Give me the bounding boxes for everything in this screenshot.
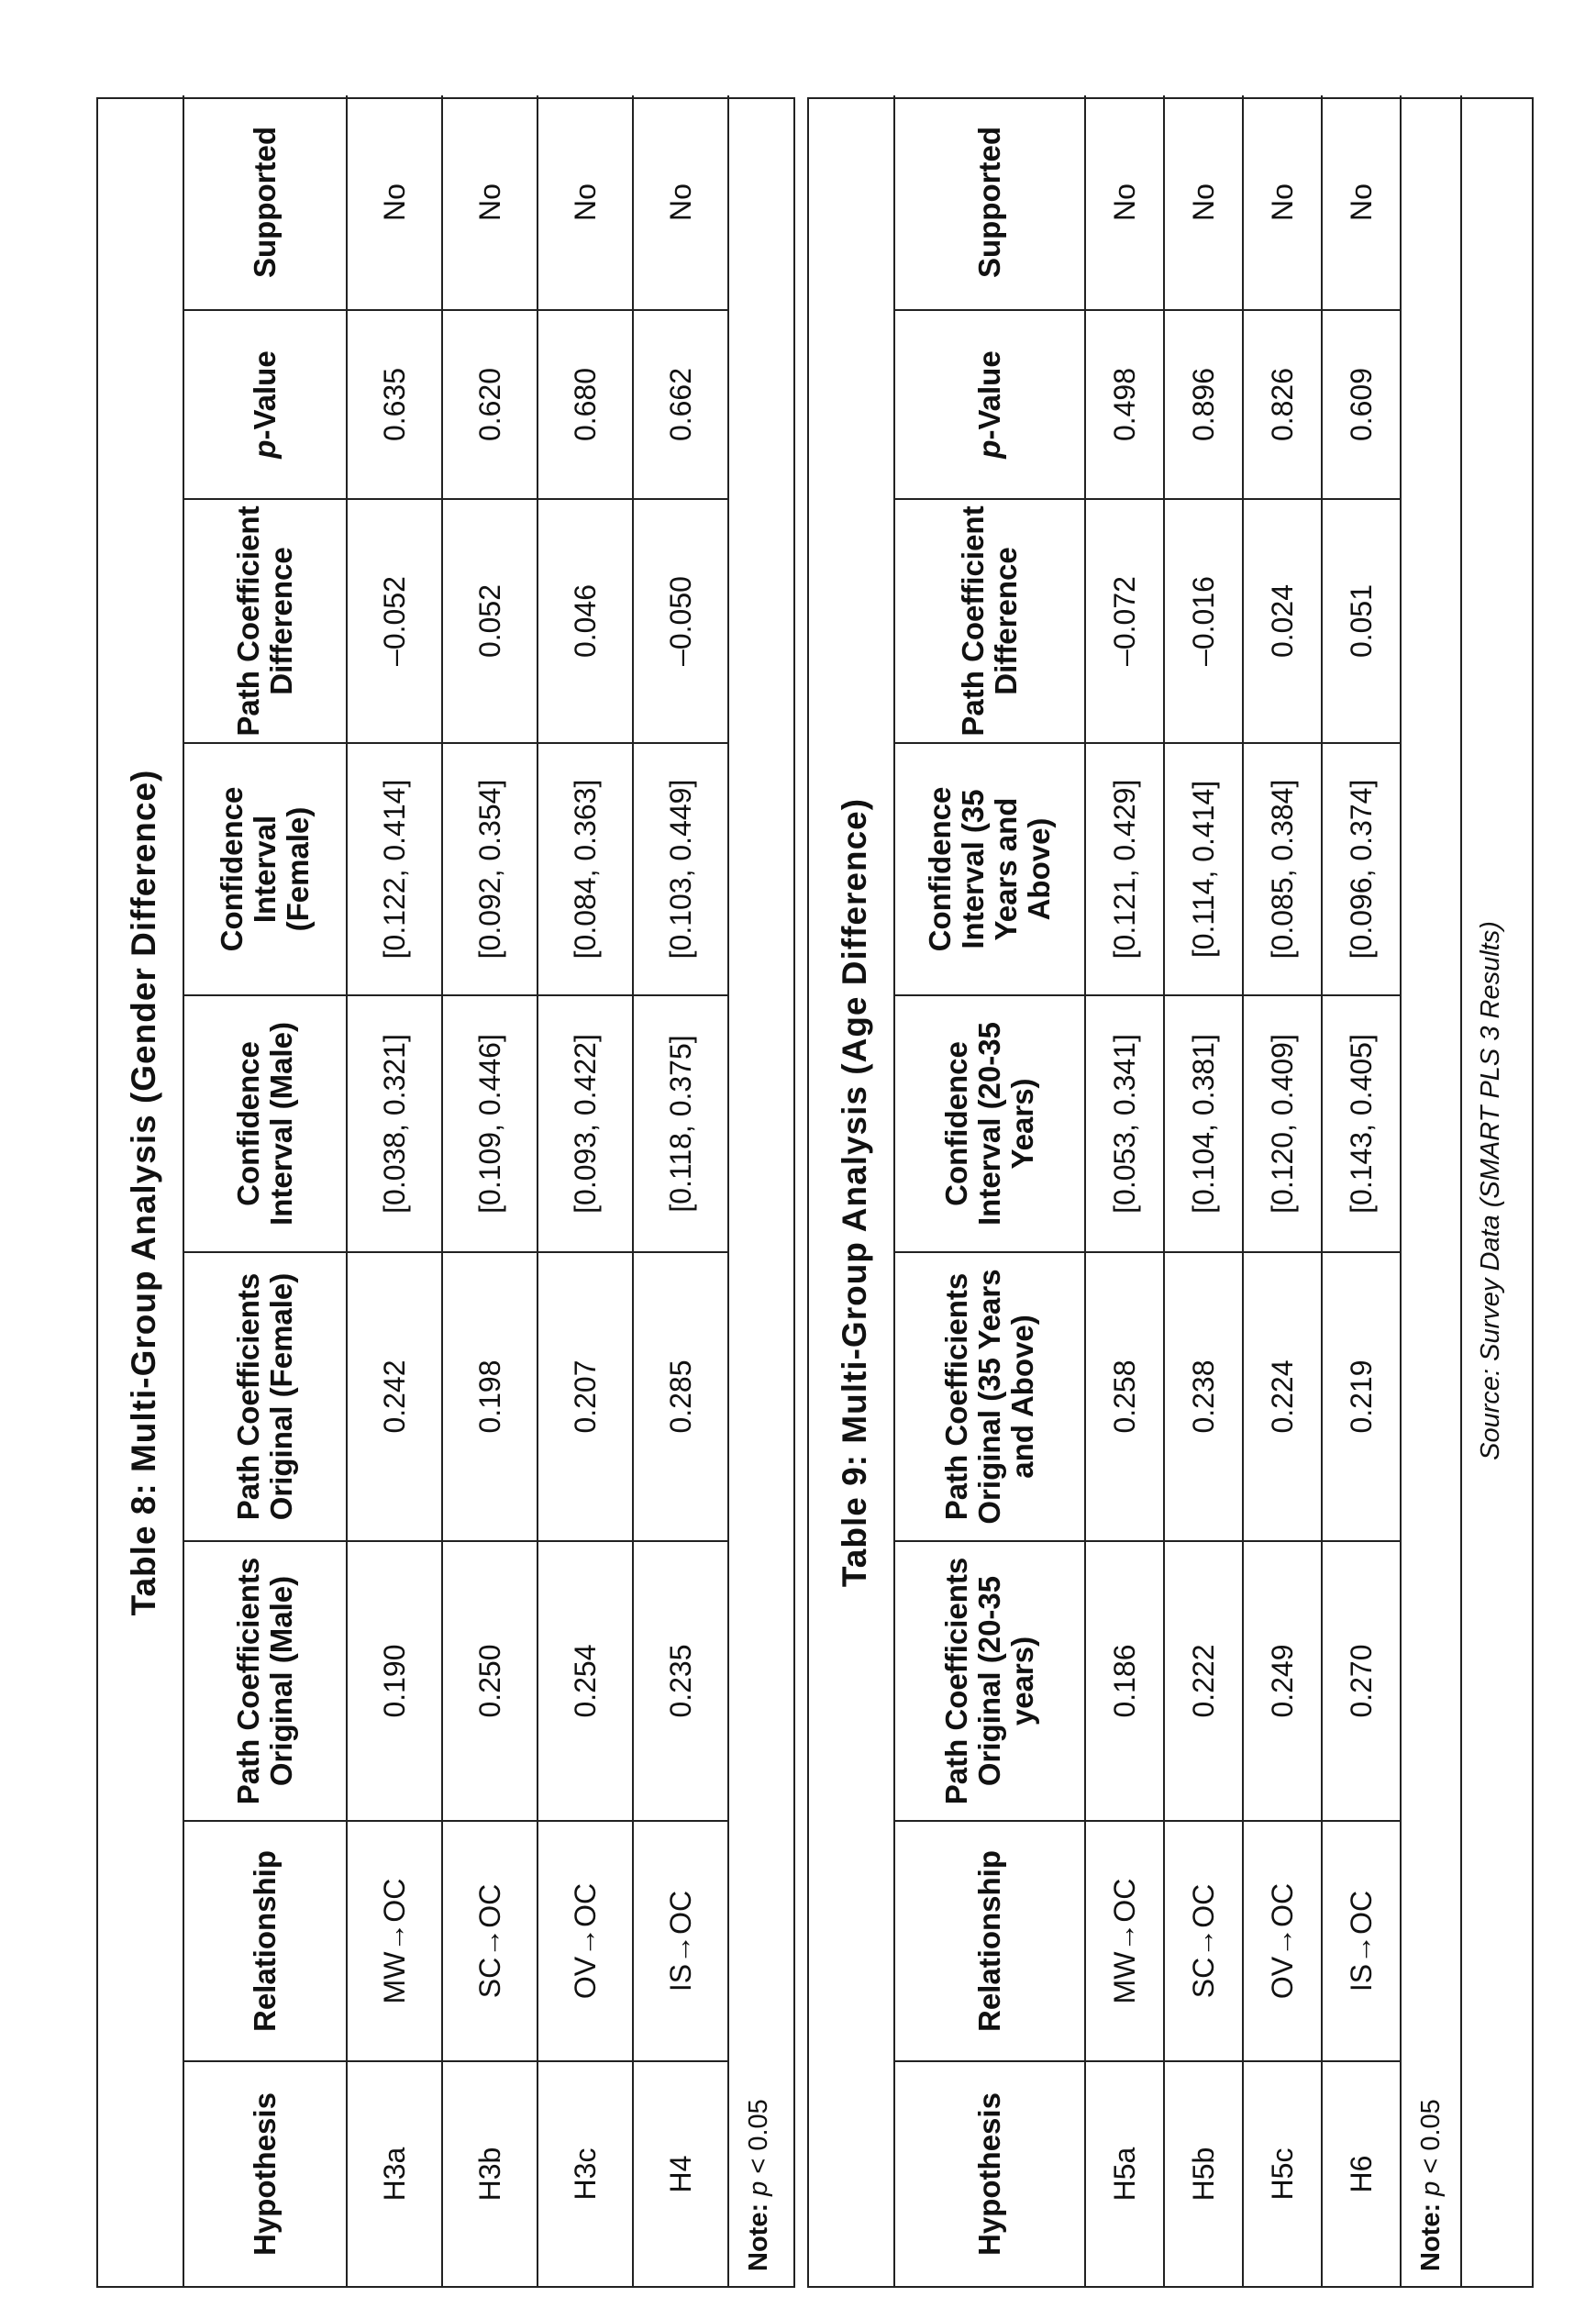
table-row [1322, 95, 1401, 2286]
header-pc-young: Path Coefficients Original (20-35 years) [894, 1541, 1085, 1821]
table-8-panel [96, 97, 795, 2288]
cell-supported: No [538, 95, 633, 310]
header-pc-diff: Path Coefficient Difference [183, 499, 347, 743]
note-label: Note: [1415, 2203, 1446, 2271]
cell-hypothesis: H6 [1322, 2061, 1401, 2286]
cell-ci-female: [0.122, 0.414] [347, 743, 442, 995]
cell-supported: No [1322, 95, 1401, 310]
note-label: Note: [743, 2203, 773, 2271]
header-supported: Supported [183, 95, 347, 310]
cell-pc-female: 0.207 [538, 1252, 633, 1541]
cell-ci-female: [0.092, 0.354] [442, 743, 538, 995]
cell-pc-diff: 0.024 [1243, 499, 1322, 743]
cell-relationship: OV→OC [538, 1821, 633, 2061]
table-row [347, 95, 442, 2286]
cell-ci-old: [0.121, 0.429] [1085, 743, 1164, 995]
header-ci-old: Confidence Interval (35 Years and Above) [894, 743, 1085, 995]
header-hypothesis: Hypothesis [183, 2061, 347, 2286]
header-pc-old: Path Coefficients Original (35 Years and Above) [894, 1252, 1085, 1541]
cell-hypothesis: H5b [1164, 2061, 1243, 2286]
cell-pc-old: 0.224 [1243, 1252, 1322, 1541]
table-9-panel [807, 97, 1534, 2288]
header-pc-female: Path Coefficients Original (Female) [183, 1252, 347, 1541]
cell-ci-female: [0.103, 0.449] [633, 743, 728, 995]
table-row [442, 95, 538, 2286]
cell-pc-young: 0.270 [1322, 1541, 1401, 1821]
cell-pc-young: 0.249 [1243, 1541, 1322, 1821]
cell-relationship: IS→OC [1322, 1821, 1401, 2061]
cell-supported: No [633, 95, 728, 310]
cell-supported: No [1243, 95, 1322, 310]
table-9-note [1401, 95, 1461, 2286]
cell-ci-old: [0.114, 0.414] [1164, 743, 1243, 995]
note-p: p [743, 2180, 773, 2196]
cell-p-value: 0.826 [1243, 310, 1322, 499]
header-relationship: Relationship [183, 1821, 347, 2061]
header-p-rest: -Value [248, 350, 282, 440]
table-9 [893, 95, 1519, 2286]
cell-ci-male: [0.109, 0.446] [442, 995, 538, 1252]
cell-hypothesis: H4 [633, 2061, 728, 2286]
header-ci-female: Confidence Interval (Female) [183, 743, 347, 995]
cell-ci-male: [0.093, 0.422] [538, 995, 633, 1252]
cell-hypothesis: H5c [1243, 2061, 1322, 2286]
note-rest: < 0.05 [1415, 2099, 1446, 2181]
cell-p-value: 0.680 [538, 310, 633, 499]
table-8-title: Table 8: Multi-Group Analysis (Gender Difference) [125, 769, 162, 1616]
cell-relationship: OV→OC [1243, 1821, 1322, 2061]
cell-ci-young: [0.104, 0.381] [1164, 995, 1243, 1252]
table-row [1085, 95, 1164, 2286]
cell-ci-young: [0.053, 0.341] [1085, 995, 1164, 1252]
cell-pc-diff: 0.046 [538, 499, 633, 743]
cell-p-value: 0.620 [442, 310, 538, 499]
source-note: Source: Survey Data (SMART PLS 3 Results) [1461, 95, 1519, 2286]
cell-relationship: IS→OC [633, 1821, 728, 2061]
header-pc-male: Path Coefficients Original (Male) [183, 1541, 347, 1821]
cell-supported: No [1164, 95, 1243, 310]
header-supported: Supported [894, 95, 1085, 310]
cell-pc-female: 0.242 [347, 1252, 442, 1541]
table-row [538, 95, 633, 2286]
cell-hypothesis: H3c [538, 2061, 633, 2286]
table-row [1243, 95, 1322, 2286]
cell-pc-male: 0.254 [538, 1541, 633, 1821]
cell-supported: No [442, 95, 538, 310]
cell-hypothesis: H5a [1085, 2061, 1164, 2286]
cell-pc-old: 0.258 [1085, 1252, 1164, 1541]
cell-ci-male: [0.118, 0.375] [633, 995, 728, 1252]
cell-pc-diff: 0.051 [1322, 499, 1401, 743]
cell-relationship: MW→OC [1085, 1821, 1164, 2061]
cell-pc-young: 0.222 [1164, 1541, 1243, 1821]
cell-pc-male: 0.235 [633, 1541, 728, 1821]
cell-ci-old: [0.085, 0.384] [1243, 743, 1322, 995]
cell-ci-young: [0.143, 0.405] [1322, 995, 1401, 1252]
table-row [633, 95, 728, 2286]
cell-p-value: 0.609 [1322, 310, 1401, 499]
note-rest: < 0.05 [743, 2099, 773, 2181]
cell-ci-young: [0.120, 0.409] [1243, 995, 1322, 1252]
table-8-note [728, 95, 788, 2286]
header-p-rest: -Value [972, 350, 1006, 440]
header-p-value [183, 310, 347, 499]
header-p-italic: p [248, 439, 282, 459]
cell-supported: No [347, 95, 442, 310]
cell-relationship: MW→OC [347, 1821, 442, 2061]
cell-ci-old: [0.096, 0.374] [1322, 743, 1401, 995]
cell-p-value: 0.498 [1085, 310, 1164, 499]
cell-pc-diff: 0.052 [442, 499, 538, 743]
cell-pc-old: 0.238 [1164, 1252, 1243, 1541]
cell-hypothesis: H3a [347, 2061, 442, 2286]
cell-relationship: SC→OC [442, 1821, 538, 2061]
table-9-header-row [894, 95, 1085, 2286]
cell-pc-diff: –0.050 [633, 499, 728, 743]
cell-pc-female: 0.198 [442, 1252, 538, 1541]
header-ci-young: Confidence Interval (20-35 Years) [894, 995, 1085, 1252]
cell-hypothesis: H3b [442, 2061, 538, 2286]
header-ci-male: Confidence Interval (Male) [183, 995, 347, 1252]
cell-p-value: 0.896 [1164, 310, 1243, 499]
table-8-note-row [728, 95, 788, 2286]
table-9-source-row [1461, 95, 1519, 2286]
table-row [1164, 95, 1243, 2286]
cell-relationship: SC→OC [1164, 1821, 1243, 2061]
header-pc-diff: Path Coefficient Difference [894, 499, 1085, 743]
table-9-title: Table 9: Multi-Group Analysis (Age Difference) [836, 797, 873, 1588]
cell-pc-female: 0.285 [633, 1252, 728, 1541]
header-hypothesis: Hypothesis [894, 2061, 1085, 2286]
cell-ci-male: [0.038, 0.321] [347, 995, 442, 1252]
cell-p-value: 0.662 [633, 310, 728, 499]
cell-pc-diff: –0.052 [347, 499, 442, 743]
cell-pc-old: 0.219 [1322, 1252, 1401, 1541]
header-p-italic: p [972, 439, 1006, 459]
header-p-value [894, 310, 1085, 499]
cell-p-value: 0.635 [347, 310, 442, 499]
table-8-header-row [183, 95, 347, 2286]
table-9-note-row [1401, 95, 1461, 2286]
cell-ci-female: [0.084, 0.363] [538, 743, 633, 995]
cell-pc-young: 0.186 [1085, 1541, 1164, 1821]
cell-pc-diff: –0.072 [1085, 499, 1164, 743]
cell-supported: No [1085, 95, 1164, 310]
note-p: p [1415, 2180, 1446, 2196]
header-relationship: Relationship [894, 1821, 1085, 2061]
table-8 [183, 95, 788, 2286]
cell-pc-male: 0.250 [442, 1541, 538, 1821]
cell-pc-diff: –0.016 [1164, 499, 1243, 743]
cell-pc-male: 0.190 [347, 1541, 442, 1821]
